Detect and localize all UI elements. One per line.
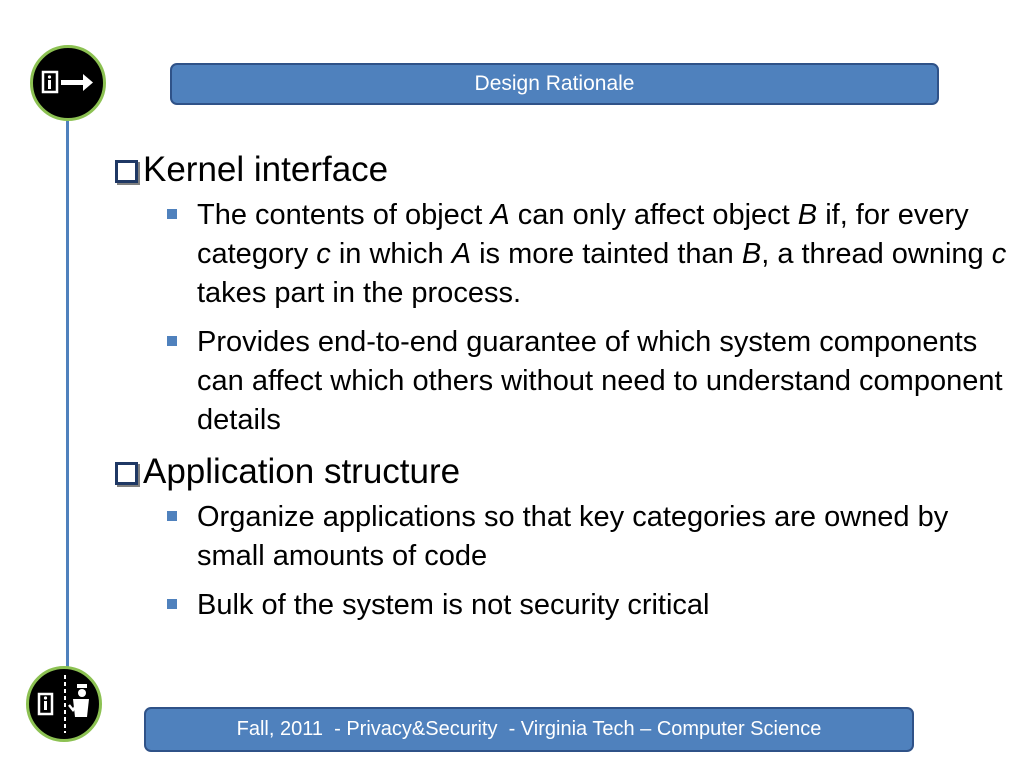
bullet-text: A bbox=[451, 238, 472, 270]
bullet-item bbox=[115, 196, 1017, 313]
bullet-text: B bbox=[797, 199, 818, 231]
bullet-text: can only affect object bbox=[509, 199, 798, 231]
bullet-text: Bulk of the system is not security critical bbox=[197, 589, 710, 621]
checkbox-bullet-icon bbox=[115, 462, 138, 485]
document-guard-icon bbox=[26, 666, 102, 742]
square-bullet-icon bbox=[167, 209, 177, 219]
timeline-line bbox=[66, 118, 69, 674]
section-heading bbox=[115, 450, 1015, 494]
bullet-text: The contents of object bbox=[197, 199, 491, 231]
bullet-text: A bbox=[490, 199, 510, 231]
square-bullet-icon bbox=[167, 336, 177, 346]
square-bullet-icon bbox=[167, 511, 177, 521]
bullet-text: if, for every category bbox=[197, 199, 969, 270]
slide-body bbox=[115, 148, 1015, 635]
bullet-text: , a thread owning bbox=[761, 238, 992, 270]
bullet-item bbox=[115, 498, 1017, 576]
bullet-text: is more tainted than bbox=[471, 238, 742, 270]
bullet-text: in which bbox=[330, 238, 452, 270]
bullet-item bbox=[115, 323, 1017, 440]
bullet-text: c bbox=[316, 238, 331, 270]
section-heading-text: Application structure bbox=[143, 452, 461, 491]
footer-text: Fall, 2011 - Privacy&Security - Virginia Tech – Computer Science bbox=[236, 718, 822, 740]
bullet-item bbox=[115, 586, 1017, 625]
square-bullet-icon bbox=[167, 599, 177, 609]
section-heading-text: Kernel interface bbox=[143, 150, 389, 189]
document-arrow-icon bbox=[30, 45, 106, 121]
slide-footer bbox=[144, 707, 914, 752]
slide-title-bar bbox=[170, 63, 939, 105]
bullet-text: Provides end-to-end guarantee of which system components can affect which others without need to understand component details bbox=[197, 326, 1003, 436]
section-heading bbox=[115, 148, 1015, 192]
slide-title: Design Rationale bbox=[474, 72, 635, 95]
bullet-text: B bbox=[741, 238, 762, 270]
bullet-text: c bbox=[991, 238, 1007, 270]
checkbox-bullet-icon bbox=[115, 160, 138, 183]
bullet-text: takes part in the process. bbox=[197, 277, 521, 309]
bullet-text: Organize applications so that key categories are owned by small amounts of code bbox=[197, 501, 949, 572]
